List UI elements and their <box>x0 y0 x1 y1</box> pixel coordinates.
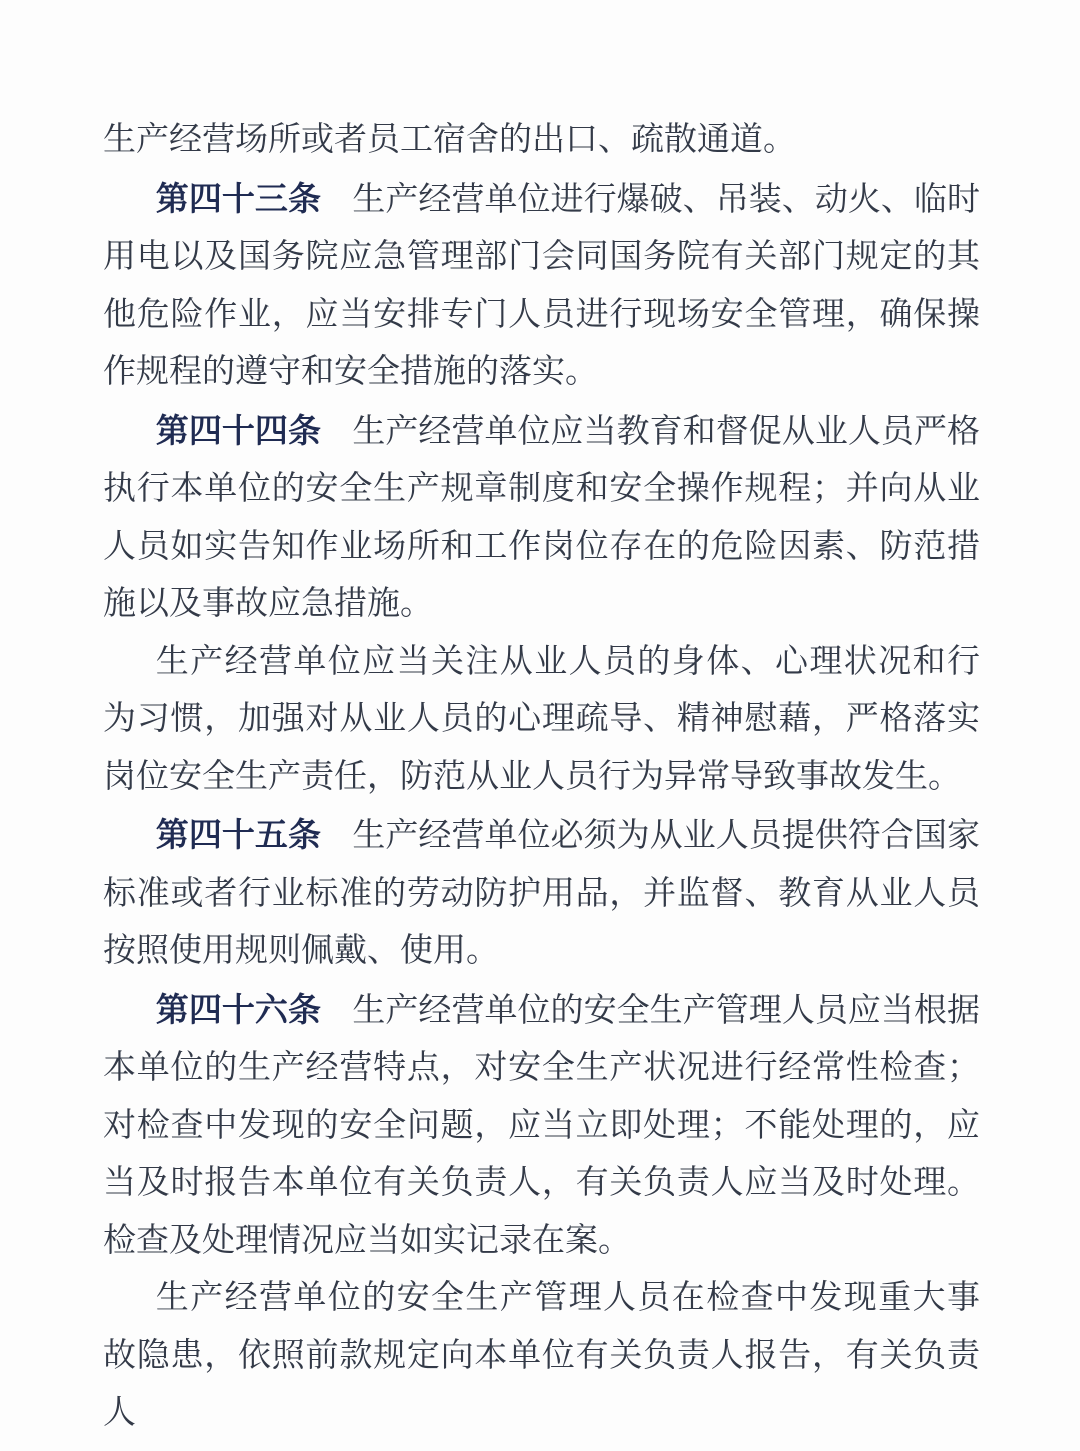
paragraph-text: 生产经营单位的安全生产管理人员应当根据本单位的生产经营特点，对安全生产状况进行经常性检查；对检查中发现的安全问题，应当立即处理；不能处理的，应当及时报告本单位有关负责人，有关负责人应当及时处理。检查及处理情况应当如实记录在案。 <box>103 992 981 1259</box>
article-44-number: 第四十四条 <box>155 411 321 449</box>
paragraph-article-44-clause-2 <box>103 634 980 807</box>
paragraph-text: 生产经营单位应当关注从业人员的身体、心理状况和行为习惯，加强对从业人员的心理疏导、精神慰藉，严格落实岗位安全生产责任，防范从业人员行为异常导致事故发生。 <box>103 643 980 795</box>
paragraph-article-46-clause-2 <box>103 1270 980 1443</box>
paragraph-article-45 <box>103 806 980 981</box>
paragraph-text: 生产经营单位的安全生产管理人员在检查中发现重大事故隐患，依照前款规定向本单位有关负责人报告，有关负责人 <box>103 1280 980 1431</box>
paragraph-article-46 <box>103 981 980 1271</box>
article-46-number: 第四十六条 <box>155 990 321 1028</box>
paragraph-text: 生产经营单位应当教育和督促从业人员严格执行本单位的安全生产规章制度和安全操作规程；并向从业人员如实告知作业场所和工作岗位存在的危险因素、防范措施以及事故应急措施。 <box>103 413 981 622</box>
paragraph-text: 生产经营单位必须为从业人员提供符合国家标准或者行业标准的劳动防护用品，并监督、教育从业人员按照使用规则佩戴、使用。 <box>103 818 981 969</box>
article-43-number: 第四十三条 <box>155 179 321 217</box>
paragraph-continuation <box>103 112 980 170</box>
paragraph-article-43 <box>103 170 980 402</box>
paragraph-text: 生产经营场所或者员工宿舍的出口、疏散通道。 <box>103 122 796 158</box>
article-45-number: 第四十五条 <box>155 816 321 853</box>
paragraph-text: 生产经营单位进行爆破、吊装、动火、临时用电以及国务院应急管理部门会同国务院有关部门规定的其他危险作业，应当安排专门人员进行现场安全管理，确保操作规程的遵守和安全措施的落实。 <box>103 181 981 390</box>
paragraph-article-44 <box>103 402 980 634</box>
